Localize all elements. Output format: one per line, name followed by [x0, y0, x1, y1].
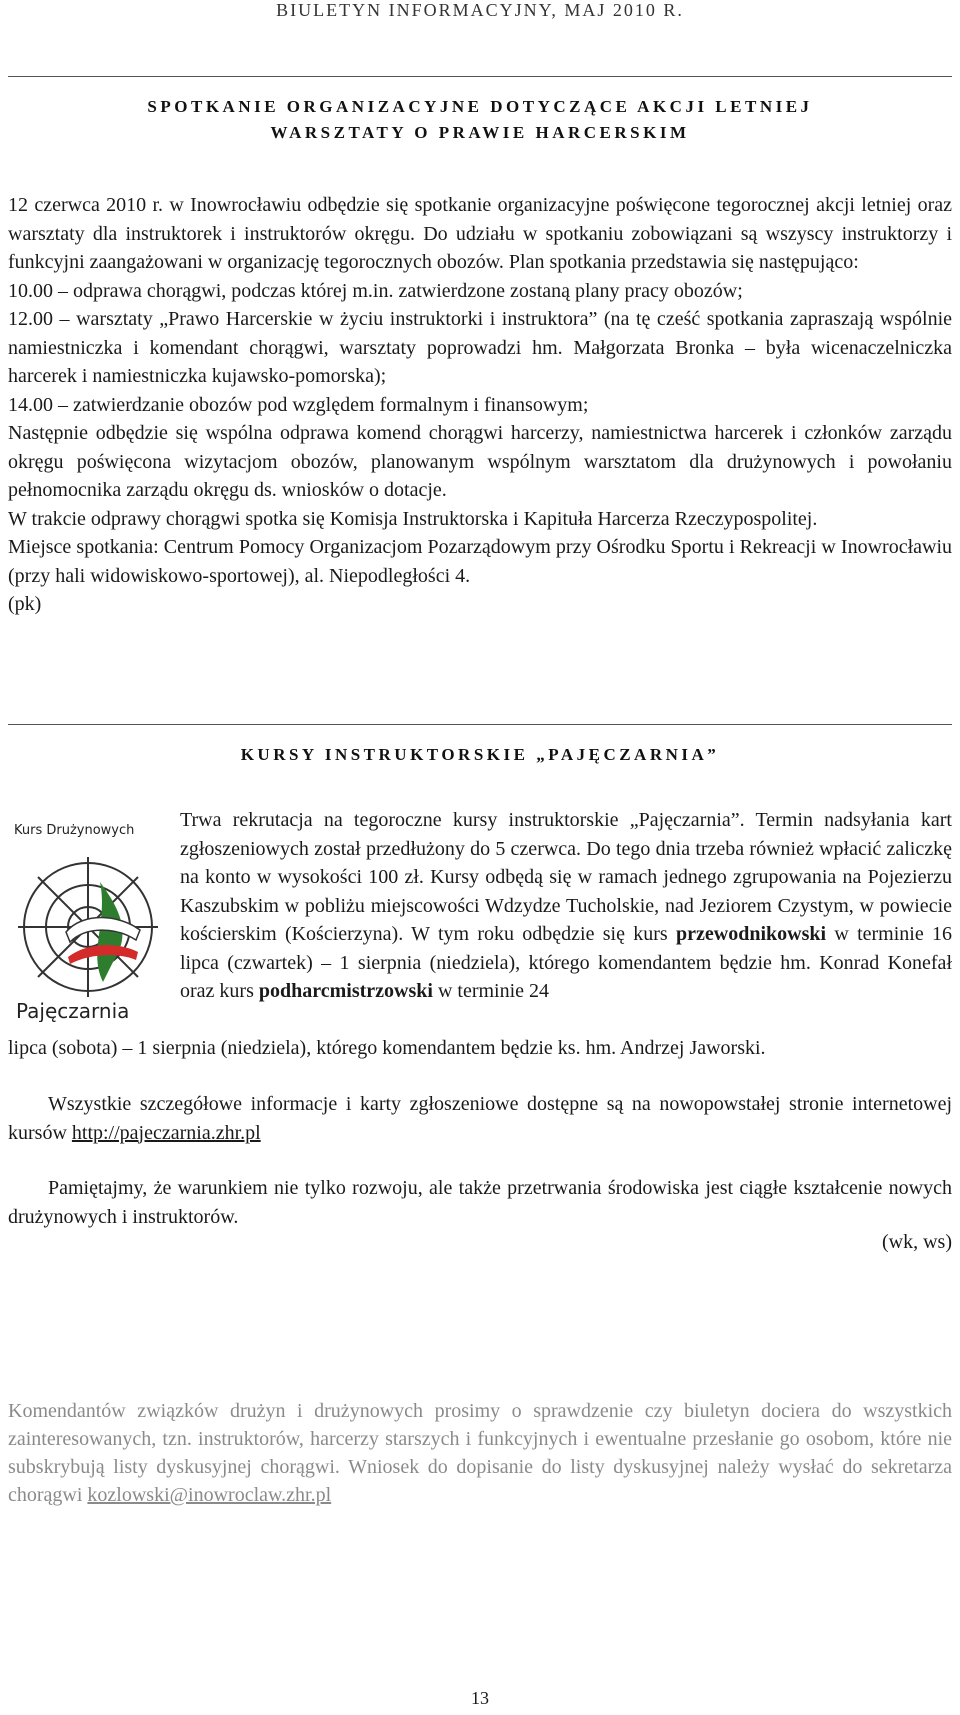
secretary-email-link[interactable]: kozlowski@inowroclaw.zhr.pl	[87, 1484, 332, 1506]
running-header: BIULETYN INFORMACYJNY, MAJ 2010 R.	[276, 0, 684, 20]
plan-item-3: 14.00 – zatwierdzanie obozów pod względem formalnym i finansowym;	[8, 393, 589, 416]
plan-item-2: 12.00 – warsztaty „Prawo Harcerskie w życiu instruktorki i instruktora” (na tę cześć spotkania zapraszają wspólnie namiestniczka i komendant chorągwi, warsztaty poprowadzi hm. Małgorzata Bronka – była wicenaczelniczka harcerek i namiestniczka kujawsko-pomorska);	[8, 308, 952, 387]
course-podharcmistrz-label: podharcmistrzowski	[258, 980, 433, 1002]
section1-title	[0, 94, 960, 146]
section1-title-line2: WARSZTATY O PRAWIE HARCERSKIM	[270, 123, 690, 142]
next-paragraph: Następnie odbędzie się wspólna odprawa komend chorągwi harcerzy, namiestnictwa harcerek i członków zarządu okręgu poświęcona wizytacjom obozów, planowanym wspólnym warsztatom dla drużynowych i powołaniu pełnomocnika zarządu okręgu ds. wniosków o dotacje.	[8, 422, 952, 501]
footer-notice	[8, 1397, 952, 1509]
section2-paragraph1	[180, 806, 952, 1006]
section1-body	[8, 191, 952, 619]
paragraph1-part-a: Trwa rekrutacja na tegoroczne kursy instruktorskie „Pajęczarnia”. Termin nadsyłania kart zgłoszeniowych został przedłużony do 5 czerwca. Do tego dnia trzeba również wpłacić zaliczkę na konto w wysokości 100 zł. Kursy odbędą się w ramach jednego zgrupowania na Pojezierzu Kaszubskim w pobliżu miejscowości Wdzydze Tucholskie, nad Jeziorem Czystym, w powiecie kościerskim (Kościerzyna). W tym roku odbędzie się kurs	[180, 809, 952, 945]
footer-text: Komendantów związków drużyn i drużynowych prosimy o sprawdzenie czy biuletyn dociera do wszystkich zainteresowanych, tzn. instruktorów, harcerzy starszych i funkcyjnych i ewentualne przesłanie go osobom, które nie subskrybują listy dyskusyjnej chorągwi. Wniosek do dopisanie do listy dyskusyjnej należy wysłać do sekretarza chorągwi	[8, 1400, 952, 1506]
commission-paragraph: W trakcie odprawy chorągwi spotka się Komisja Instruktorska i Kapituła Harcerza Rzeczypospolitej.	[8, 507, 818, 530]
page-number: 13	[471, 1688, 489, 1708]
course-guide-label: przewodnikowski	[676, 923, 827, 945]
section2-paragraph2	[8, 1090, 952, 1147]
intro-paragraph: 12 czerwca 2010 r. w Inowrocławiu odbędzie się spotkanie organizacyjne poświęcone tegorocznej akcji letniej oraz warsztaty dla instruktorek i instruktorów okręgu. Do udziału w spotkaniu zobowiązani są wszyscy instruktorzy i funkcyjni zaangażowani w organizację tegorocznych obozów. Plan spotkania przedstawia się następująco:	[8, 194, 952, 273]
section-divider-top	[8, 76, 952, 77]
paragraph2-text: Wszystkie szczegółowe informacje i karty zgłoszeniowe dostępne są na nowopowstałej stronie internetowej kursów	[8, 1093, 952, 1144]
section-divider-middle	[8, 724, 952, 725]
section2-signature: (wk, ws)	[882, 1231, 952, 1253]
plan-item-1: 10.00 – odprawa chorągwi, podczas której m.in. zatwierdzone zostaną plany pracy obozów;	[8, 279, 743, 302]
paragraph1-continuation: lipca (sobota) – 1 sierpnia (niedziela), którego komendantem będzie ks. hm. Andrzej Jaworski.	[8, 1037, 766, 1059]
spiderweb-leaf-icon	[8, 812, 178, 1022]
course-website-link[interactable]: http://pajeczarnia.zhr.pl	[71, 1121, 261, 1144]
section2-paragraph3: Pamiętajmy, że warunkiem nie tylko rozwoju, ale także przetrwania środowiska jest ciągłe kształcenie nowych drużynowych i instruktorów.	[8, 1177, 952, 1228]
section1-title-line1: SPOTKANIE ORGANIZACYJNE DOTYCZĄCE AKCJI LETNIEJ	[147, 97, 813, 116]
logo-top-text: Kurs Drużynowych	[14, 823, 135, 838]
section2-title: KURSY INSTRUKTORSKIE „PAJĘCZARNIA”	[240, 745, 720, 764]
place-paragraph: Miejsce spotkania: Centrum Pomocy Organizacjom Pozarządowym przy Ośrodku Sportu i Rekreacji w Inowrocławiu (przy hali widowiskowo-sportowej), al. Niepodległości 4.	[8, 536, 952, 587]
paragraph1-part-b: w terminie 16 lipca (czwartek) – 1 sierpnia (niedziela), którego komendantem będzie hm. Konrad Konefał oraz kurs	[180, 923, 953, 1002]
section1-signature: (pk)	[8, 593, 42, 615]
logo-bottom-text: Pajęczarnia	[16, 999, 130, 1022]
pajeczarnia-logo	[8, 812, 178, 1022]
paragraph1-part-c: w terminie 24	[437, 980, 550, 1002]
